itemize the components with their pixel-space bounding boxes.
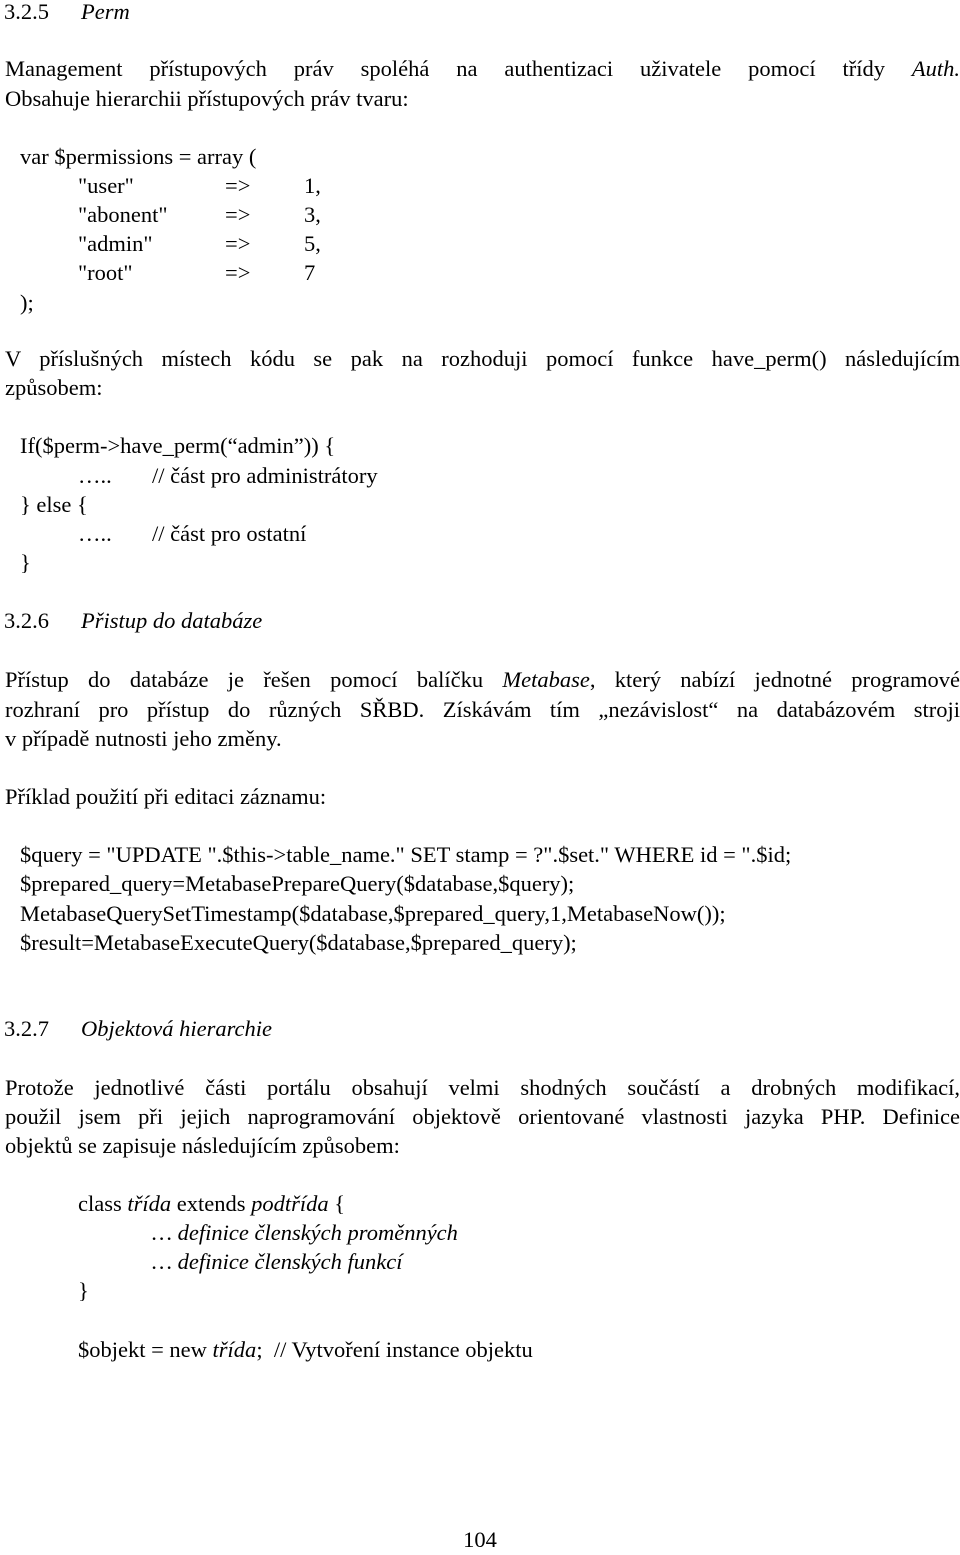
italic-term: Auth. [911,56,960,81]
code-line: MetabaseQuerySetTimestamp($database,$prepared_query,1,MetabaseNow()); [20,901,726,926]
code-member-funcs: … definice členských funkcí [152,1249,403,1274]
section-number: 3.2.5 [4,0,49,24]
code-keyword: class [78,1191,128,1216]
code-key: "root" [78,260,133,285]
code-key: "abonent" [78,202,168,227]
paragraph-line: Příklad použití při editaci záznamu: [5,784,327,809]
code-value: 1, [304,173,321,198]
code-member-vars: … definice členských proměnných [152,1220,458,1245]
paragraph-line: V příslušných místech kódu se pak na rozhoduji pomocí funkce have_perm() následujícím [5,346,960,371]
code-comment: // část pro ostatní [152,521,307,546]
paragraph-line: použil jsem při jejich naprogramování objektově orientované vlastnosti jazyka PHP. Definice [5,1104,960,1129]
code-arrow: => [225,173,251,198]
paragraph-line [5,665,960,695]
code-class-name: třída [212,1337,257,1362]
code-text: $objekt = new [78,1337,213,1362]
code-dots: ….. [78,521,112,546]
code-line: ); [20,290,34,315]
code-comment: ; // Vytvoření instance objektu [256,1337,533,1362]
code-value: 3, [304,202,321,227]
code-comment: // část pro administrátory [152,463,378,488]
text-run: Management přístupových práv spoléhá na authentizaci uživatele pomocí třídy [5,56,912,81]
code-value: 7 [304,260,316,285]
code-brace: } [78,1278,89,1303]
section-title: Objektová hierarchie [81,1016,272,1041]
paragraph-line: objektů se zapisuje následujícím způsobem: [5,1133,400,1158]
code-key: "user" [78,173,134,198]
code-dots: ….. [78,463,112,488]
paragraph-line: Obsahuje hierarchii přístupových práv tvaru: [5,86,409,111]
code-line: } else { [20,492,88,517]
code-line: } [20,550,31,575]
section-number: 3.2.7 [4,1016,49,1041]
code-key: "admin" [78,231,153,256]
code-class-name: třída [127,1191,172,1216]
code-value: 5, [304,231,321,256]
code-arrow: => [225,202,251,227]
code-line: $query = "UPDATE ".$this->table_name." SET stamp = ?".$set." WHERE id = ".$id; [20,842,792,867]
code-line: $prepared_query=MetabasePrepareQuery($database,$query); [20,871,575,896]
paragraph-line: rozhraní pro přístup do různých SŘBD. Získávám tím „nezávislost“ na databázovém stroji [5,697,960,722]
code-line: $result=MetabaseExecuteQuery($database,$prepared_query); [20,930,577,955]
code-parent-name: podtřída [251,1191,329,1216]
code-arrow: => [225,231,251,256]
page-number: 104 [463,1527,497,1552]
italic-term: Metabase [502,667,590,692]
paragraph-line [5,54,960,84]
code-keyword: extends [171,1191,252,1216]
paragraph-line: způsobem: [5,375,103,400]
section-number: 3.2.6 [4,608,49,633]
code-brace: { [328,1191,346,1216]
section-title: Přistup do databáze [81,608,263,633]
text-run: , který nabízí jednotné programové [589,667,960,692]
paragraph-line: v případě nutnosti jeho změny. [5,726,282,751]
code-line [78,1335,533,1365]
text-run: Přístup do databáze je řešen pomocí balíčku [5,667,503,692]
section-title: Perm [81,0,130,24]
paragraph-line: Protože jednotlivé části portálu obsahují velmi shodných součástí a drobných modifikací, [5,1075,960,1100]
code-arrow: => [225,260,251,285]
code-line [78,1189,345,1219]
code-line: var $permissions = array ( [20,144,257,169]
code-line: If($perm->have_perm(“admin”)) { [20,433,336,458]
